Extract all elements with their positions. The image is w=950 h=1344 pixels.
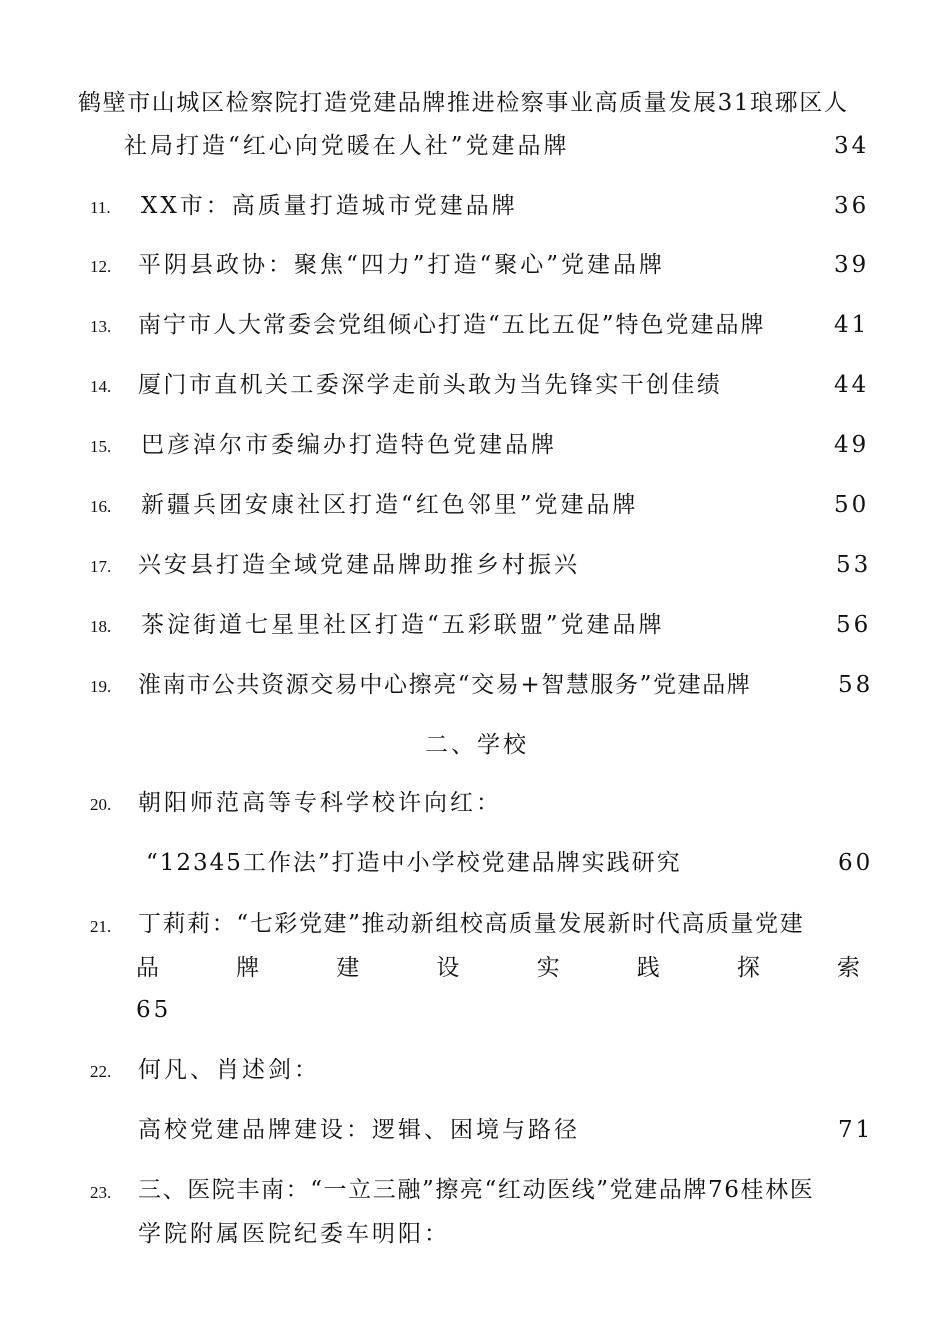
toc-item-page: 56 (836, 612, 872, 638)
title-char: 索 (836, 955, 860, 981)
toc-item-title: XX市：高质量打造城市党建品牌 (141, 193, 518, 219)
toc-item-title: 巴彦淖尔市委编办打造特色党建品牌 (141, 432, 557, 458)
toc-item-number: 14. (90, 377, 112, 396)
toc-item-number: 23. (90, 1183, 112, 1202)
toc-item-subtitle: “12345工作法”打造中小学校党建品牌实践研究 (146, 850, 682, 876)
toc-item-number: 12. (90, 257, 112, 276)
toc-item-page: 50 (834, 492, 870, 518)
toc-item-page: 71 (838, 1117, 874, 1143)
toc-item-number: 15. (90, 437, 112, 456)
toc-item-number: 22. (90, 1062, 112, 1081)
title-char: 牌 (236, 955, 260, 981)
toc-item-number: 18. (90, 617, 112, 636)
toc-item-number: 13. (90, 317, 112, 336)
title-char: 设 (436, 955, 460, 981)
toc-item-number: 20. (90, 795, 112, 814)
toc-item-title: 兴安县打造全域党建品牌助推乡村振兴 (138, 552, 580, 578)
toc-item-title: 茶淀街道七星里社区打造“五彩联盟”党建品牌 (141, 612, 665, 638)
toc-entry-continued-line2: 社局打造“红心向党暖在人社”党建品牌 (124, 133, 570, 159)
toc-item-page: 44 (834, 372, 870, 398)
toc-item-title-line1: 丁莉莉：“七彩党建”推动新组校高质量发展新时代高质量党建 (138, 911, 805, 937)
section-heading-school: 二、学校 (425, 732, 529, 758)
toc-entry-page-number: 34 (834, 133, 870, 159)
title-char: 践 (636, 955, 660, 981)
toc-item-title: 厦门市直机关工委深学走前头敢为当先锋实干创佳绩 (138, 372, 723, 398)
toc-item-title: 朝阳师范高等专科学校许向红： (138, 790, 502, 816)
title-char: 探 (736, 955, 760, 981)
toc-item-page: 39 (834, 252, 870, 278)
toc-item-number: 11. (90, 198, 111, 217)
toc-item-title-line2 (136, 953, 860, 983)
toc-item-title: 何凡、肖述剑： (138, 1057, 320, 1083)
toc-item-page: 36 (834, 193, 870, 219)
toc-item-page: 58 (838, 672, 874, 698)
toc-entry-continued-line1: 鹤壁市山城区检察院打造党建品牌推进检察事业高质量发展31琅琊区人 (78, 90, 849, 116)
title-char: 实 (536, 955, 560, 981)
toc-item-page: 41 (834, 312, 870, 338)
toc-item-subtitle: 高校党建品牌建设：逻辑、困境与路径 (138, 1117, 580, 1143)
toc-item-number: 17. (90, 557, 112, 576)
title-char: 品 (136, 955, 159, 981)
toc-item-page: 60 (838, 850, 874, 876)
toc-item-page: 53 (836, 552, 872, 578)
toc-item-number: 21. (90, 917, 112, 936)
toc-item-title-line1: 三、医院丰南：“一立三融”擦亮“红动医线”党建品牌76桂林医 (138, 1177, 815, 1203)
toc-item-number: 16. (90, 497, 112, 516)
toc-item-page: 49 (834, 432, 870, 458)
toc-item-number: 19. (90, 677, 112, 696)
title-char: 建 (336, 955, 360, 981)
toc-item-title: 淮南市公共资源交易中心擦亮“交易+智慧服务”党建品牌 (138, 672, 752, 698)
toc-item-title: 新疆兵团安康社区打造“红色邻里”党建品牌 (141, 492, 639, 518)
toc-item-page: 65 (136, 997, 172, 1023)
toc-item-title: 平阴县政协：聚焦“四力”打造“聚心”党建品牌 (138, 252, 666, 278)
toc-item-title: 南宁市人大常委会党组倾心打造“五比五促”特色党建品牌 (138, 312, 766, 338)
toc-item-title-line2: 学院附属医院纪委车明阳： (138, 1221, 450, 1247)
